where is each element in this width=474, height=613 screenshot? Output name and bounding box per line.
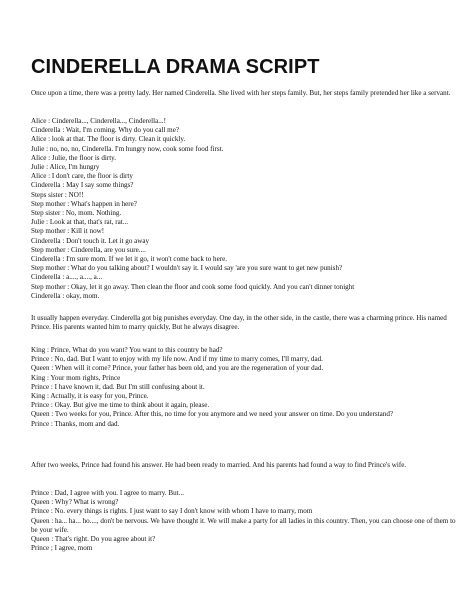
dialogue-line: Prince : I have known it, dad. But I'm still confusing about it.	[31, 382, 205, 391]
dialogue-line: King : Actually, it is easy for you, Prince.	[31, 392, 149, 401]
dialogue-line: Cinderella : I'm sure mom. If we let it go, it won't come back to here.	[31, 255, 228, 264]
dialogue-line: Julie : Look at that, that's rat, rat...	[31, 218, 129, 227]
dialogue-line: Queen : That's right. Do you agree about it?	[31, 535, 156, 544]
dialogue-line: Prince : Dad, I agree with you. I agree to marry. But...	[31, 489, 184, 497]
dialogue-line: Queen : Why? What is wrong?	[31, 498, 119, 507]
dialogue-line: Cinderella : a...., a...., a...	[31, 273, 103, 282]
dialogue-line: Cinderella : Don't touch it. Let it go away	[31, 236, 150, 245]
dialogue-line: Alice : Cinderella..., Cinderella..., Cinderella...!	[31, 117, 166, 125]
dialogue-line: Step mother : Okay, let it go away. Then clean the floor and cook some food quickly. And you can't dinner tonight	[31, 282, 355, 291]
dialogue-line: Prince : No. every things is rights. I just want to say I don't know with whom I have to marry, mom	[31, 507, 313, 516]
dialogue-line: Prince : No, dad. But I want to enjoy with my life now. And if my time to marry comes, I'll marry, dad.	[31, 355, 323, 364]
dialogue-line: Steps sister : NO!!	[31, 190, 84, 199]
dialogue-line: King : Your mom rights, Prince	[31, 373, 121, 382]
intro-paragraph	[31, 89, 456, 98]
dialogue-line: Julie : Alice, I'm hungry	[31, 163, 100, 172]
dialogue-line: Queen : When will it come? Prince, your father has been old, and you are the regeneration of your dad.	[31, 364, 324, 373]
dialogue-line: Step mother : What do you talking about? I wouldn't say it. I would say 'are you sure want to get new punish?	[31, 264, 343, 273]
narration-text: It usually happen everyday. Cinderella got big punishes everyday. One day, in the other side, in the castle, there was a charming prince. His named Prince. His parents wanted him to marry quickly, But he always disagree.	[31, 314, 447, 332]
narration-text: After two weeks, Prince had found his answer. He had been ready to married. And his parents had found a way to find Prince's wife.	[31, 461, 407, 469]
intro-text: Once upon a time, there was a pretty lady. Her named Cinderella. She lived with her steps family. But, her steps family pretended her like a servant.	[31, 89, 451, 97]
narration-paragraph-2	[31, 314, 456, 332]
dialogue-line: Alice : I don't care, the floor is dirty	[31, 172, 133, 181]
dialogue-line: Prince : Okay. But give me time to think about it again, please.	[31, 401, 210, 410]
dialogue-line: Prince ; I agree, mom	[31, 544, 93, 553]
page-title: CINDERELLA DRAMA SCRIPT	[31, 56, 320, 78]
dialogue-line: Step mother : Cinderella, are you sure....	[31, 245, 146, 254]
dialogue-block-1	[31, 117, 456, 301]
dialogue-block-2	[31, 346, 456, 429]
narration-paragraph-3	[31, 461, 456, 470]
dialogue-line: Cinderella : okay, mom.	[31, 291, 100, 300]
dialogue-line: Alice : Julie, the floor is dirty.	[31, 153, 117, 162]
dialogue-block-3	[31, 489, 456, 553]
dialogue-line: Step mother : Kill it now!	[31, 227, 105, 236]
dialogue-line: Step mother : What's happen in here?	[31, 199, 137, 208]
dialogue-line: Queen : ha... ha... ho...., don't be nervous. We have thought it. We will make a party for all ladies in this country. Then, you can choose one of them to be your wife.	[31, 516, 456, 534]
dialogue-line: Cinderella : May I say some things?	[31, 181, 134, 190]
dialogue-line: King : Prince, What do you want? You want to this country be had?	[31, 346, 223, 354]
dialogue-line: Cinderella : Wait, I'm coming. Why do you call me?	[31, 126, 179, 135]
dialogue-line: Julie : no, no, no, Cinderella. I'm hungry now, cook some food first.	[31, 144, 224, 153]
dialogue-line: Prince : Thanks, mom and dad.	[31, 419, 120, 428]
dialogue-line: Alice : look at that. The floor is dirty. Clean it quickly.	[31, 135, 186, 144]
dialogue-line: Step sister : No, mom. Nothing.	[31, 209, 122, 218]
dialogue-line: Queen : Two weeks for you, Prince. After this, no time for you anymore and we need your answer on time. Do you understand?	[31, 410, 394, 419]
